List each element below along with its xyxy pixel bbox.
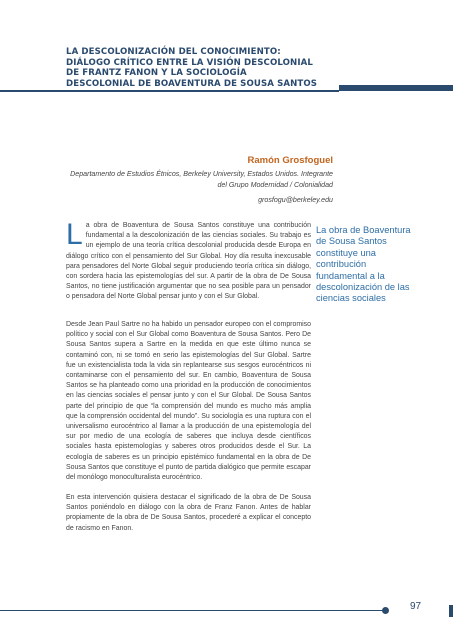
footer-tab-marker	[449, 605, 453, 617]
paragraph-1-text: a obra de Boaventura de Sousa Santos constituye una contribución fundamental a la descolonización de las ciencias sociales. Su trabajo es un ejemplo de una teoría crítica descolonial producida desde Europa en diálogo crítico con el pensamiento del Sur Global. Hoy día resulta inexcusable para pensadores del Norte Global seguir produciendo teoría crítica sin diálogo, con sordera hacia las epistemologías del sur. A partir de la obra de De Sousa Santos, no tiene justificación argumentar que no sea posible para un pensador o pensadora del Norte Global pensar junto y con el Sur Global.	[66, 222, 311, 301]
article-title: LA DESCOLONIZACIÓN DEL CONOCIMIENTO: DIÁLOGO CRÍTICO ENTRE LA VISIÓN DESCOLONIAL DE FRANTZ FANON Y LA SOCIOLOGÍA DESCOLONIAL DE BOAVENTURA DE SOUSA SANTOS	[66, 47, 318, 89]
drop-cap: L	[66, 218, 83, 251]
footer-dot	[382, 607, 389, 614]
title-rule	[0, 90, 339, 92]
article-title-block	[66, 47, 318, 89]
page-number: 97	[410, 601, 422, 612]
body-paragraph-1	[66, 218, 311, 303]
body-paragraph-3: En esta intervención quisiera destacar el significado de la obra de De Sousa Santos poniéndolo en diálogo con la obra de Franz Fanon. Antes de hablar propiamente de la obra de De Sousa Santos, procederé a explicar el concepto de racismo en Fanon.	[66, 494, 311, 532]
author-affiliation: Departamento de Estudios Étnicos, Berkeley University, Estados Unidos. Integrante del Grupo Modernidad / Colonialidad	[70, 170, 333, 189]
pull-quote: La obra de Boaventura de Sousa Santos constituye una contribución fundamental a la descolonización de las ciencias sociales	[316, 225, 411, 304]
author-email: grosfogu@berkeley.edu	[258, 196, 333, 204]
title-rule-accent	[339, 85, 453, 91]
footer-rule	[0, 610, 384, 611]
author-name: Ramón Grosfoguel	[247, 155, 333, 166]
body-paragraph-2: Desde Jean Paul Sartre no ha habido un pensador europeo con el compromiso político y social con el Sur Global como Boaventura de Sousa Santos. Pero De Sousa Santos supera a Sartre en la medida en que este último nunca se contaminó con, ni se tomó en serio las epistemologías del Sur Global. Sartre fue un existencialista toda la vida sin replantearse sus sesgos eurocéntricos ni contaminarse con el pensamiento del sur. En cambio, Boaventura de Sousa Santos se ha planteado como una prioridad en la producción de conocimientos en las ciencias sociales el pensar junto y con el Sur Global. De Sousa Santos parte del principio de que “la comprensión del mundo es mucho más amplia que la comprensión occidental del mundo”. Su sociología es una ruptura con el universalismo eurocéntrico al llamar a la producción de una epistemología del sur por medio de una ecología de saberes que incluya desde científicos sociales hasta epistemologías y saberes otros producidos desde el Sur. La ecología de saberes es un principio epistémico fundamental en la obra de De Sousa Santos que constituye el punto de partida dialógico que permite escapar del monólogo monoculturalista eurocéntrico.	[66, 321, 311, 482]
